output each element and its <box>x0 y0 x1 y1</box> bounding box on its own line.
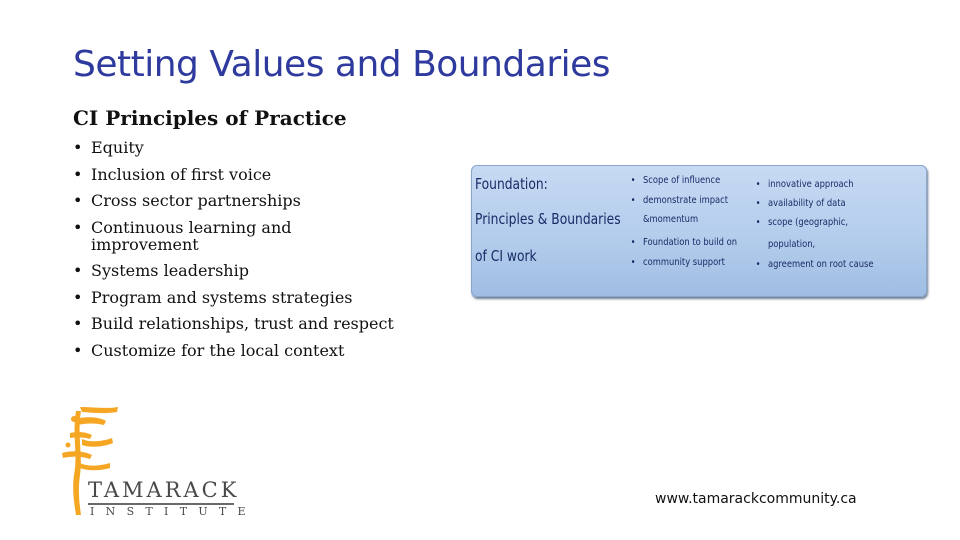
list-item: • Continuous learning and improvement <box>73 219 321 253</box>
diagram-item <box>755 198 846 209</box>
bullet-icon: • <box>755 198 761 209</box>
diagram-item-text: &momentum <box>643 214 699 225</box>
diagram-item <box>768 239 815 250</box>
slide-subtitle: CI Principles of Practice <box>73 106 347 130</box>
list-item: • Systems leadership <box>73 262 423 279</box>
diagram-item-text: innovative approach <box>768 179 854 190</box>
diagram-item <box>755 217 849 228</box>
diagram-item-text: demonstrate impact <box>643 195 729 206</box>
bullet-icon: • <box>630 195 636 206</box>
bullet-icon: • <box>630 257 636 268</box>
logo-name: TAMARACK <box>88 478 240 502</box>
diagram-item-text: agreement on root cause <box>768 259 874 270</box>
bullet-icon: • <box>630 237 636 248</box>
diagram-item-text: population, <box>768 239 816 250</box>
diagram-item <box>643 214 698 225</box>
list-item: • Build relationships, trust and respect <box>73 315 423 332</box>
diagram-item <box>630 195 729 206</box>
diagram-item-text: scope (geographic, <box>768 217 849 228</box>
principles-list <box>73 139 423 368</box>
list-item: • Inclusion of first voice <box>73 166 423 183</box>
bullet-icon: • <box>755 259 761 270</box>
foundation-principles-diagram <box>471 165 927 297</box>
diagram-item-text: community support <box>643 257 725 268</box>
diagram-item <box>630 237 738 248</box>
diagram-heading-line: of CI work <box>475 247 537 265</box>
slide-title: Setting Values and Boundaries <box>73 44 611 85</box>
diagram-item-text: Foundation to build on <box>643 237 738 248</box>
list-item: • Customize for the local context <box>73 342 423 359</box>
bullet-icon: • <box>755 217 761 228</box>
list-item: • Program and systems strategies <box>73 289 423 306</box>
bullet-icon: • <box>755 179 761 190</box>
list-item: • Cross sector partnerships <box>73 192 423 209</box>
diagram-item-text: availability of data <box>768 198 846 209</box>
diagram-heading-line: Foundation: <box>475 175 548 193</box>
list-item: • Equity <box>73 139 423 156</box>
diagram-item <box>630 175 721 186</box>
logo-subtitle: INSTITUTE <box>90 505 257 518</box>
bullet-icon: • <box>630 175 636 186</box>
diagram-item <box>755 179 854 190</box>
diagram-item <box>755 259 874 270</box>
tamarack-institute-logo <box>60 405 257 518</box>
diagram-heading-line: Principles & Boundaries <box>475 210 621 228</box>
footer-url: www.tamarackcommunity.ca <box>655 491 857 507</box>
diagram-item <box>630 257 725 268</box>
diagram-item-text: Scope of influence <box>643 175 721 186</box>
